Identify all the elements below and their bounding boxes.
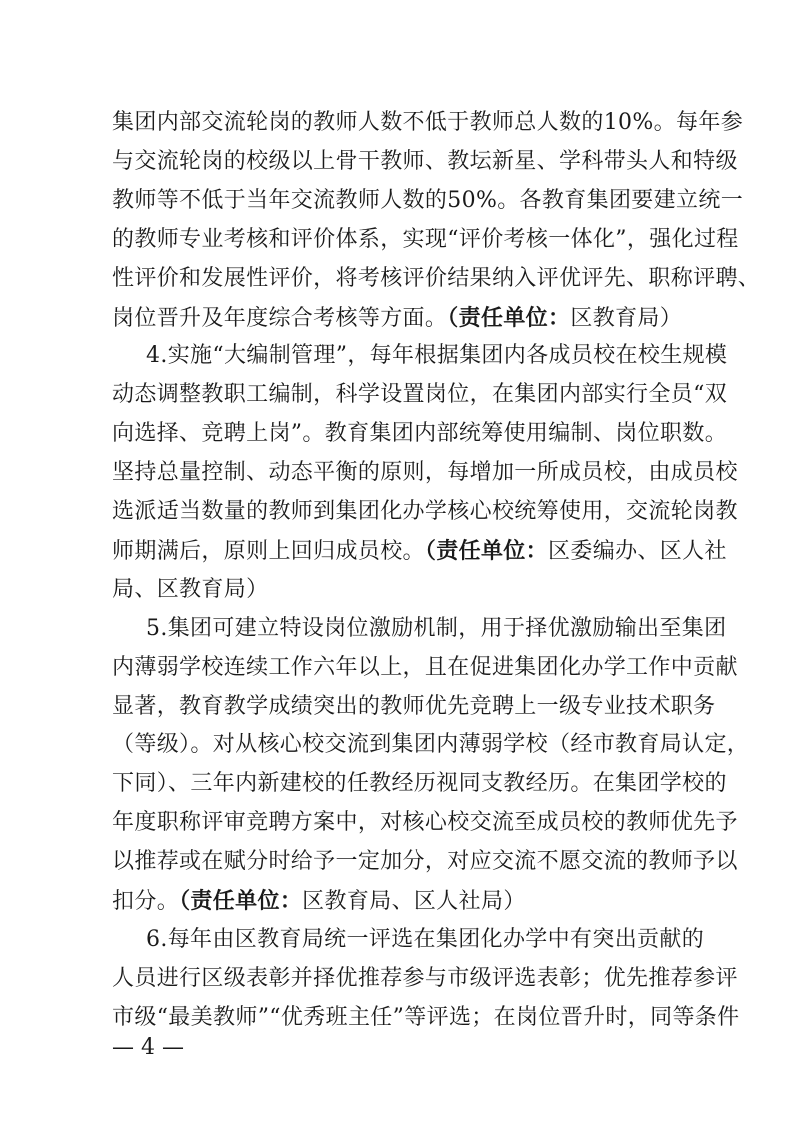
text-segment: 岗位晋升及年度综合考核等方面。: [112, 305, 448, 331]
text-segment: 选派适当数量的教师到集团化办学核心校统筹使用，交流轮岗教: [112, 499, 738, 524]
text-line: [112, 961, 738, 997]
page-number: — 4 —: [112, 1035, 184, 1060]
text-segment: 扣分。: [112, 889, 180, 914]
text-segment: 与交流轮岗的校级以上骨干教师、教坛新星、学科带头人和特级: [112, 148, 738, 174]
text-line: [112, 105, 744, 141]
text-segment: 的教师专业考核和评价体系，实现“评价考核一体化”，强化过程: [112, 226, 739, 252]
text-segment: 坚持总量控制、动态平衡的原则，每增加一所成员校，由成员校: [112, 460, 738, 486]
text-segment: 人员进行区级表彰并择优推荐参与市级评选表彰；优先推荐参评: [112, 965, 738, 991]
text-segment: （等级）。对从核心校交流到集团内薄弱学校（经市教育局认定，: [112, 732, 750, 758]
text-segment: 下同）、三年内新建校的任教经历视同支教经历。在集团学校的: [112, 771, 727, 797]
text-line: [112, 222, 739, 258]
text-segment: 动态调整教职工编制，科学设置岗位，在集团内部实行全员“双: [112, 382, 728, 408]
text-segment: 市级“最美教师”“优秀班主任”等评选；在岗位晋升时，同等条件: [112, 1004, 740, 1030]
text-segment: 区教育局、区人社局）: [302, 889, 526, 914]
text-line: [112, 261, 761, 297]
text-segment: 区委编办、区人社: [548, 538, 727, 564]
text-line: [112, 805, 738, 841]
text-line: [112, 300, 694, 336]
text-line: [112, 494, 738, 530]
text-segment: 向选择、竞聘上岗”。教育集团内部统筹使用编制、岗位职数。: [112, 421, 728, 447]
text-segment: 内薄弱学校连续工作六年以上，且在促进集团化办学工作中贡献: [112, 654, 738, 680]
responsible-unit-label: （责任单位：: [179, 888, 303, 914]
text-segment: 区教育局）: [570, 305, 683, 331]
text-segment: 年度职称评审竞聘方案中，对核心校交流至成员校的教师优先予: [112, 810, 738, 836]
text-line: [112, 572, 694, 608]
text-line: [146, 611, 727, 647]
text-line: [112, 377, 728, 413]
text-segment: 4.实施“大编制管理”，每年根据集团内各成员校在校生规模: [146, 343, 728, 369]
text-segment: 师期满后，原则上回归成员校。: [112, 538, 425, 564]
text-segment: 教师等不低于当年交流教师人数的50%。各教育集团要建立统一: [112, 187, 744, 213]
text-line: [112, 1000, 740, 1036]
text-segment: 局、区教育局）: [112, 576, 269, 602]
text-line: [112, 766, 727, 802]
text-line: [112, 533, 727, 569]
responsible-unit-label: （责任单位：: [447, 304, 571, 331]
text-line: [112, 689, 716, 725]
text-line: [112, 144, 738, 180]
responsible-unit-label: （责任单位：: [424, 537, 549, 564]
text-segment: 6.每年由区教育局统一评选在集团化办学中有突出贡献的: [146, 926, 705, 952]
text-line: [146, 338, 728, 374]
text-segment: 性评价和发展性评价，将考核评价结果纳入评优评先、职称评聘、: [112, 265, 761, 291]
text-line: [112, 883, 694, 919]
text-line: [112, 650, 738, 686]
text-line: [112, 844, 738, 880]
text-line: [112, 455, 738, 491]
text-segment: 显著，教育教学成绩突出的教师优先竞聘上一级专业技术职务: [112, 693, 716, 719]
text-segment: 5.集团可建立特设岗位激励机制，用于择优激励输出至集团: [146, 615, 727, 641]
text-segment: 以推荐或在赋分时给予一定加分，对应交流不愿交流的教师予以: [112, 849, 738, 875]
text-line: [146, 922, 705, 958]
text-line: [112, 183, 744, 219]
text-line: [112, 416, 728, 452]
text-segment: 集团内部交流轮岗的教师人数不低于教师总人数的10%。每年参: [112, 110, 744, 135]
text-line: [112, 727, 750, 763]
